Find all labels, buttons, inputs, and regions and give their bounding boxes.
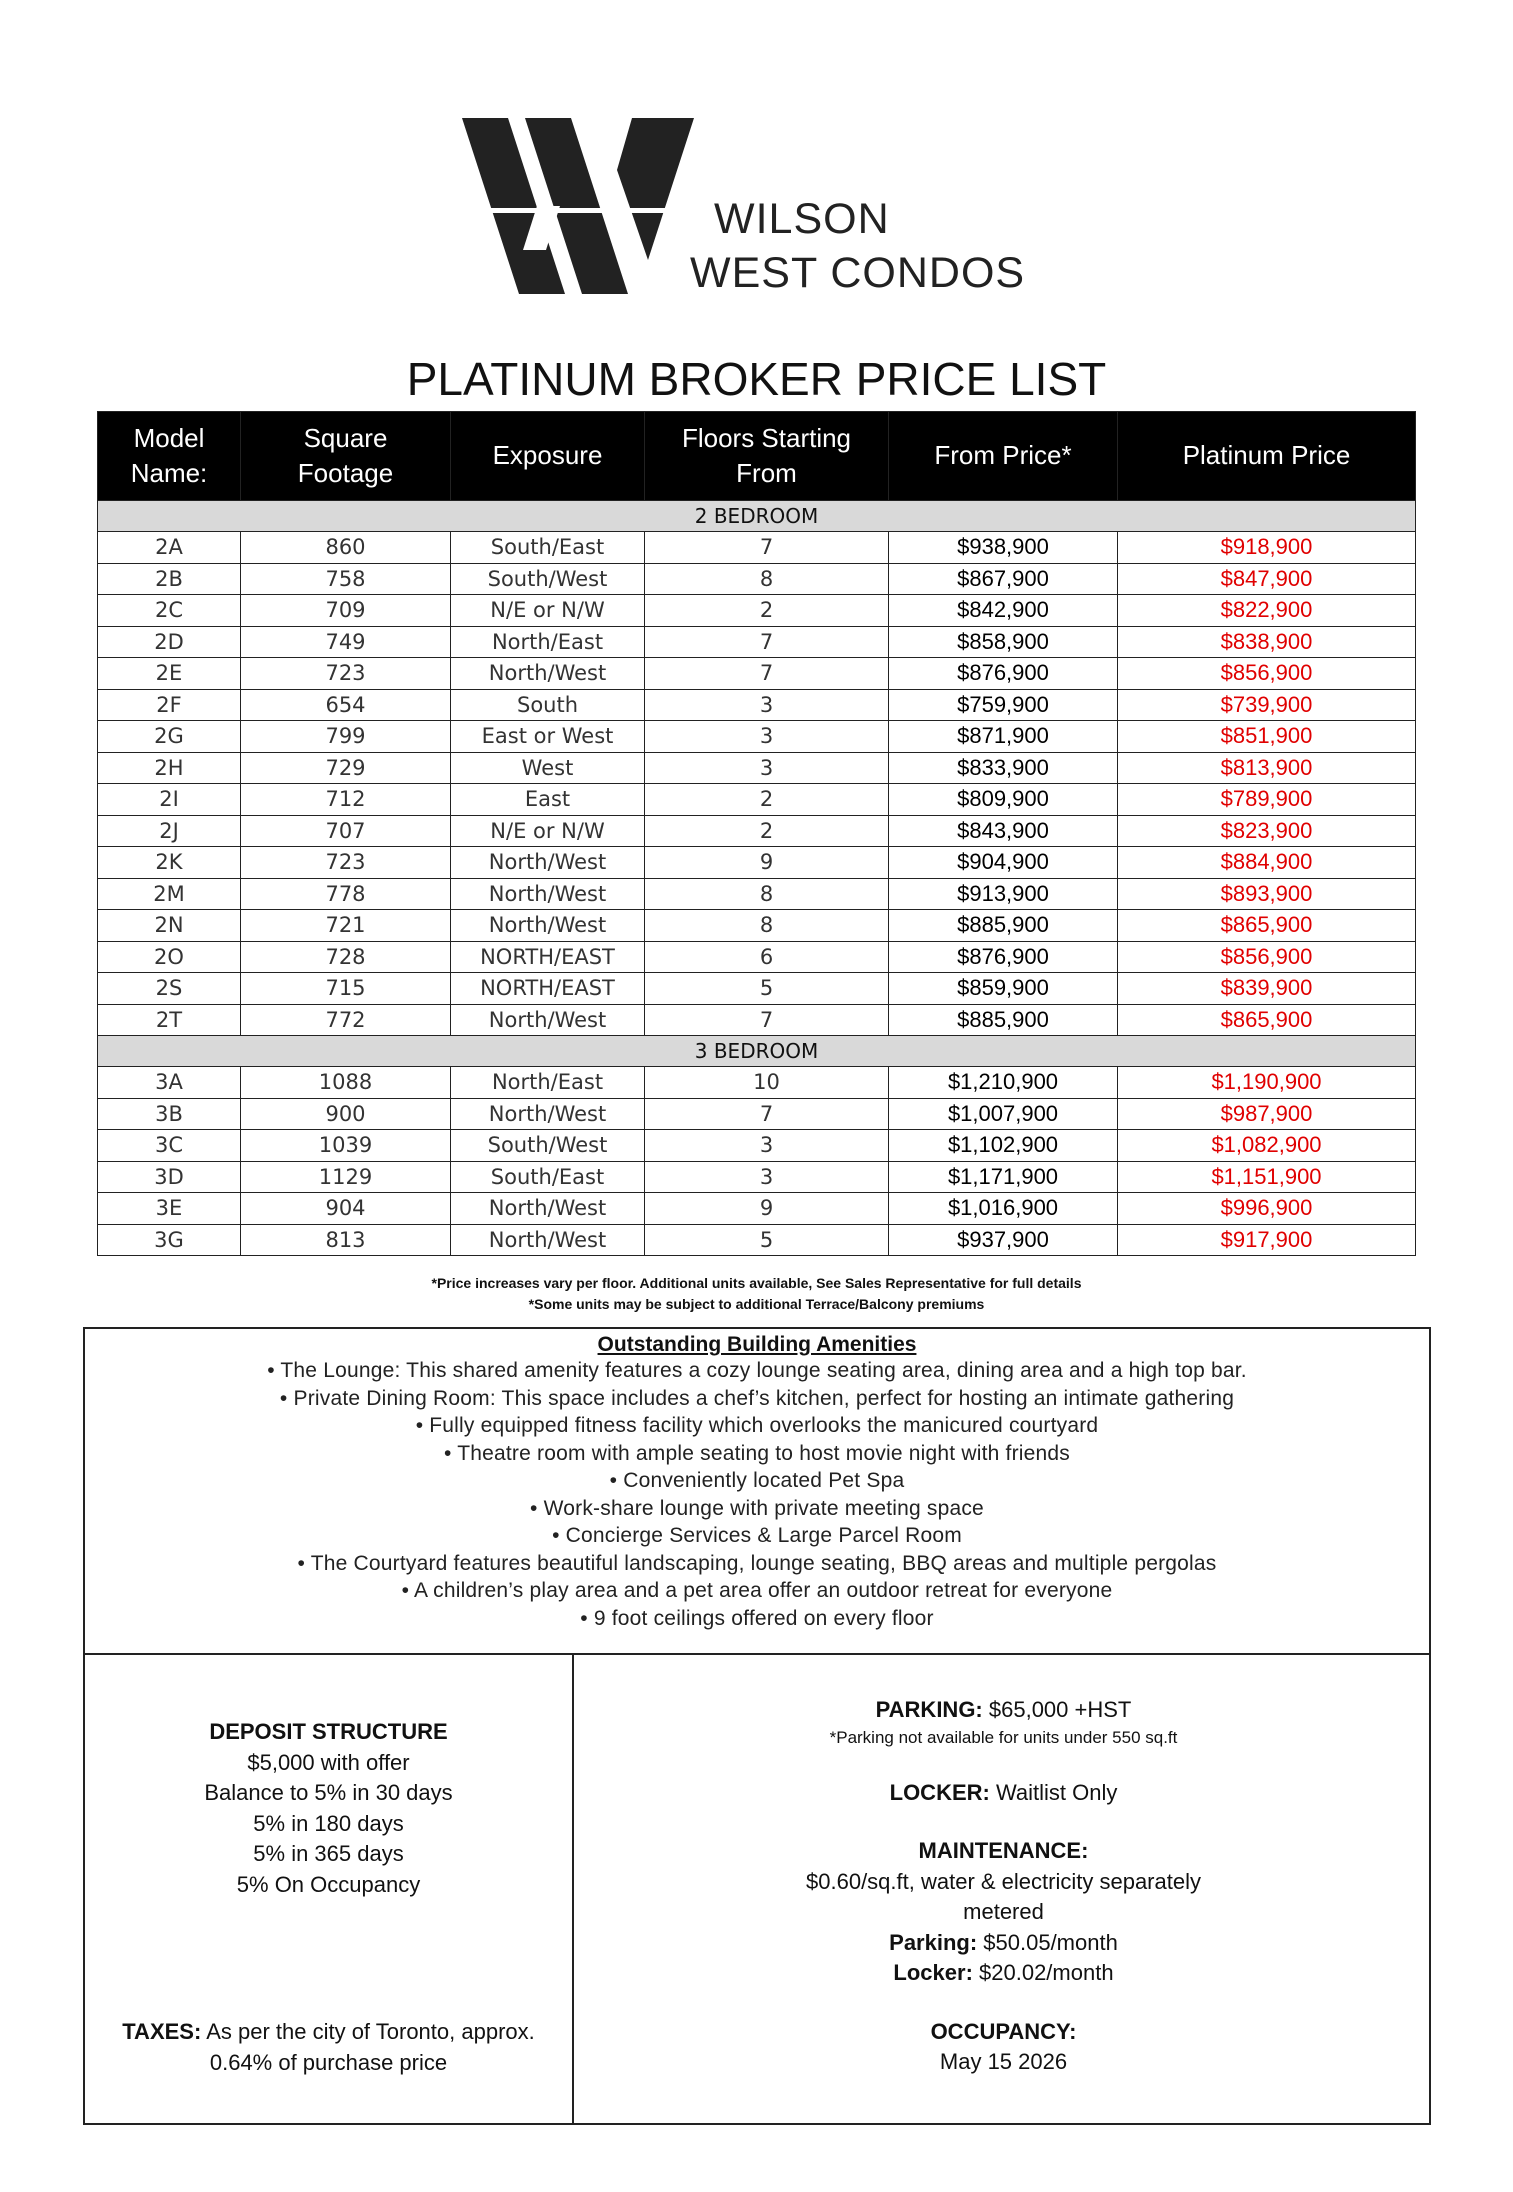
exposure-cell: N/E or N/W [451, 595, 645, 627]
right-column [574, 1655, 1433, 2123]
table-row [98, 563, 1416, 595]
amenity-item: • Theatre room with ample seating to host movie night with friends [444, 1441, 1070, 1465]
exposure-cell: North/West [451, 1193, 645, 1225]
deposit-line: 5% On Occupancy [236, 1871, 421, 1897]
platinum-price-cell: $856,900 [1118, 941, 1416, 973]
table-row [98, 1004, 1416, 1036]
exposure-cell: West [451, 752, 645, 784]
exposure-cell: North/West [451, 847, 645, 879]
section-row [98, 501, 1416, 532]
model-cell: 2S [98, 973, 241, 1005]
exposure-cell: North/East [451, 626, 645, 658]
floor-cell: 2 [645, 595, 889, 627]
exposure-cell: South/West [451, 563, 645, 595]
table-row [98, 1161, 1416, 1193]
floor-cell: 9 [645, 1193, 889, 1225]
from-price-cell: $1,007,900 [889, 1098, 1118, 1130]
sqft-cell: 813 [241, 1224, 451, 1256]
exposure-cell: North/West [451, 658, 645, 690]
logo [462, 110, 1062, 310]
model-cell: 3C [98, 1130, 241, 1162]
model-cell: 2H [98, 752, 241, 784]
taxes [85, 2017, 572, 2078]
platinum-price-cell: $996,900 [1118, 1193, 1416, 1225]
header-floors: Floors Starting From [645, 412, 889, 501]
platinum-price-cell: $851,900 [1118, 721, 1416, 753]
from-price-cell: $876,900 [889, 941, 1118, 973]
platinum-price-cell: $1,082,900 [1118, 1130, 1416, 1162]
floor-cell: 2 [645, 815, 889, 847]
table-row [98, 1067, 1416, 1099]
header-from-price: From Price* [889, 412, 1118, 501]
exposure-cell: South/East [451, 1161, 645, 1193]
from-price-cell: $1,210,900 [889, 1067, 1118, 1099]
exposure-cell: North/East [451, 1067, 645, 1099]
taxes-line1: As per the city of Toronto, approx. [201, 2019, 535, 2044]
table-row [98, 1193, 1416, 1225]
model-cell: 2I [98, 784, 241, 816]
from-price-cell: $1,102,900 [889, 1130, 1118, 1162]
floor-cell: 6 [645, 941, 889, 973]
deposit-title: DEPOSIT STRUCTURE [209, 1719, 448, 1744]
platinum-price-cell: $865,900 [1118, 910, 1416, 942]
from-price-cell: $759,900 [889, 689, 1118, 721]
sqft-cell: 707 [241, 815, 451, 847]
model-cell: 3A [98, 1067, 241, 1099]
floor-cell: 7 [645, 1098, 889, 1130]
model-cell: 2D [98, 626, 241, 658]
amenities-box [83, 1327, 1431, 1655]
floor-cell: 3 [645, 689, 889, 721]
from-price-cell: $843,900 [889, 815, 1118, 847]
floor-cell: 10 [645, 1067, 889, 1099]
exposure-cell: North/West [451, 1224, 645, 1256]
sqft-cell: 1088 [241, 1067, 451, 1099]
deposit-line: $5,000 with offer [247, 1749, 410, 1775]
locker [574, 1778, 1433, 1809]
sqft-cell: 728 [241, 941, 451, 973]
exposure-cell: North/West [451, 1098, 645, 1130]
table-row [98, 784, 1416, 816]
platinum-price-cell: $918,900 [1118, 532, 1416, 564]
sqft-cell: 900 [241, 1098, 451, 1130]
table-row [98, 941, 1416, 973]
sqft-cell: 712 [241, 784, 451, 816]
parking-note: *Parking not available for units under 550 sq.ft [829, 1727, 1178, 1747]
platinum-price-cell: $847,900 [1118, 563, 1416, 595]
occupancy-label: OCCUPANCY: [930, 2018, 1077, 2044]
model-cell: 2K [98, 847, 241, 879]
model-cell: 2A [98, 532, 241, 564]
page-title: PLATINUM BROKER PRICE LIST [406, 353, 1107, 405]
amenity-item: • Conveniently located Pet Spa [609, 1469, 905, 1492]
taxes-label: TAXES: [122, 2019, 202, 2044]
model-cell: 3E [98, 1193, 241, 1225]
exposure-cell: North/West [451, 910, 645, 942]
header-square-footage: Square Footage [241, 412, 451, 501]
platinum-price-cell: $838,900 [1118, 626, 1416, 658]
deposit-structure [85, 1717, 572, 1900]
model-cell: 2C [98, 595, 241, 627]
floor-cell: 8 [645, 910, 889, 942]
floor-cell: 8 [645, 563, 889, 595]
from-price-cell: $938,900 [889, 532, 1118, 564]
model-cell: 2E [98, 658, 241, 690]
model-cell: 2N [98, 910, 241, 942]
maintenance-label: MAINTENANCE: [918, 1838, 1089, 1863]
from-price-cell: $842,900 [889, 595, 1118, 627]
logo-line2: WEST CONDOS [690, 249, 1026, 297]
exposure-cell: East or West [451, 721, 645, 753]
table-row [98, 752, 1416, 784]
left-column [85, 1655, 572, 2123]
table-row [98, 1130, 1416, 1162]
header-model-name: Model Name: [98, 412, 241, 501]
platinum-price-cell: $1,151,900 [1118, 1161, 1416, 1193]
note-price-increase: *Price increases vary per floor. Additional units available, See Sales Representative for full details [431, 1275, 1082, 1291]
exposure-cell: South [451, 689, 645, 721]
floor-cell: 8 [645, 878, 889, 910]
exposure-cell: South/East [451, 532, 645, 564]
from-price-cell: $876,900 [889, 658, 1118, 690]
table-header-row [98, 412, 1416, 501]
from-price-cell: $885,900 [889, 1004, 1118, 1036]
sqft-cell: 723 [241, 847, 451, 879]
floor-cell: 2 [645, 784, 889, 816]
header-platinum-price: Platinum Price [1118, 412, 1416, 501]
section-label: 2 BEDROOM [98, 501, 1416, 532]
table-row [98, 1224, 1416, 1256]
platinum-price-cell: $1,190,900 [1118, 1067, 1416, 1099]
maintenance-parking-value: $50.05/month [977, 1929, 1118, 1955]
from-price-cell: $904,900 [889, 847, 1118, 879]
maintenance-line2: metered [963, 1899, 1044, 1924]
maintenance-parking-label: Parking: [889, 1929, 978, 1955]
floor-cell: 7 [645, 626, 889, 658]
note-terrace-premium: *Some units may be subject to additional Terrace/Balcony premiums [528, 1296, 985, 1312]
floor-cell: 3 [645, 752, 889, 784]
sqft-cell: 1039 [241, 1130, 451, 1162]
model-cell: 3D [98, 1161, 241, 1193]
deposit-line: 5% in 180 days [253, 1810, 404, 1836]
platinum-price-cell: $856,900 [1118, 658, 1416, 690]
platinum-price-cell: $884,900 [1118, 847, 1416, 879]
model-cell: 2O [98, 941, 241, 973]
model-cell: 2M [98, 878, 241, 910]
locker-label: LOCKER: [889, 1779, 990, 1805]
exposure-cell: North/West [451, 1004, 645, 1036]
amenity-item: • Private Dining Room: This space includes a chef’s kitchen, perfect for hosting an intimate gathering [279, 1386, 1235, 1410]
floor-cell: 3 [645, 721, 889, 753]
from-price-cell: $1,016,900 [889, 1193, 1118, 1225]
sqft-cell: 715 [241, 973, 451, 1005]
sqft-cell: 778 [241, 878, 451, 910]
table-row [98, 595, 1416, 627]
sqft-cell: 721 [241, 910, 451, 942]
amenity-item: • Fully equipped fitness facility which overlooks the manicured courtyard [415, 1414, 1099, 1437]
sqft-cell: 860 [241, 532, 451, 564]
from-price-cell: $867,900 [889, 563, 1118, 595]
table-row [98, 721, 1416, 753]
section-row [98, 1036, 1416, 1067]
platinum-price-cell: $813,900 [1118, 752, 1416, 784]
platinum-price-cell: $839,900 [1118, 973, 1416, 1005]
exposure-cell: N/E or N/W [451, 815, 645, 847]
sqft-cell: 729 [241, 752, 451, 784]
logo-line1: WILSON [714, 195, 890, 243]
deposit-line: Balance to 5% in 30 days [204, 1780, 453, 1805]
maintenance-line1: $0.60/sq.ft, water & electricity separately [806, 1868, 1201, 1894]
sqft-cell: 654 [241, 689, 451, 721]
floor-cell: 5 [645, 1224, 889, 1256]
sqft-cell: 749 [241, 626, 451, 658]
model-cell: 2G [98, 721, 241, 753]
table-row [98, 815, 1416, 847]
section-label: 3 BEDROOM [98, 1036, 1416, 1067]
amenity-item: • 9 foot ceilings offered on every floor [580, 1606, 934, 1630]
table-row [98, 626, 1416, 658]
platinum-price-cell: $789,900 [1118, 784, 1416, 816]
from-price-cell: $885,900 [889, 910, 1118, 942]
platinum-price-cell: $917,900 [1118, 1224, 1416, 1256]
amenities-title: Outstanding Building Amenities [597, 1333, 917, 1356]
from-price-cell: $858,900 [889, 626, 1118, 658]
platinum-price-cell: $739,900 [1118, 689, 1416, 721]
sqft-cell: 709 [241, 595, 451, 627]
table-row [98, 532, 1416, 564]
amenity-item: • A children’s play area and a pet area offer an outdoor retreat for everyone [401, 1579, 1113, 1602]
platinum-price-cell: $893,900 [1118, 878, 1416, 910]
model-cell: 2T [98, 1004, 241, 1036]
taxes-line2: 0.64% of purchase price [209, 2049, 448, 2075]
sqft-cell: 1129 [241, 1161, 451, 1193]
amenities-list [85, 1357, 1429, 1632]
deposit-line: 5% in 365 days [253, 1841, 404, 1866]
amenity-item: • Concierge Services & Large Parcel Room [552, 1524, 962, 1547]
from-price-cell: $833,900 [889, 752, 1118, 784]
price-table [97, 411, 1416, 1256]
exposure-cell: North/West [451, 878, 645, 910]
table-row [98, 658, 1416, 690]
model-cell: 3B [98, 1098, 241, 1130]
floor-cell: 3 [645, 1130, 889, 1162]
from-price-cell: $913,900 [889, 878, 1118, 910]
floor-cell: 3 [645, 1161, 889, 1193]
exposure-cell: East [451, 784, 645, 816]
from-price-cell: $871,900 [889, 721, 1118, 753]
floor-cell: 7 [645, 532, 889, 564]
amenity-item: • The Courtyard features beautiful landscaping, lounge seating, BBQ areas and multiple pergolas [297, 1551, 1217, 1575]
platinum-price-cell: $822,900 [1118, 595, 1416, 627]
sqft-cell: 723 [241, 658, 451, 690]
parking [574, 1695, 1433, 1726]
exposure-cell: South/West [451, 1130, 645, 1162]
table-row [98, 878, 1416, 910]
header-exposure: Exposure [451, 412, 645, 501]
from-price-cell: $809,900 [889, 784, 1118, 816]
maintenance-locker-label: Locker: [893, 1960, 973, 1985]
locker-value: Waitlist Only [989, 1779, 1118, 1805]
floor-cell: 9 [645, 847, 889, 879]
table-row [98, 973, 1416, 1005]
table-row [98, 689, 1416, 721]
model-cell: 3G [98, 1224, 241, 1256]
w-logo-icon [462, 110, 702, 300]
platinum-price-cell: $987,900 [1118, 1098, 1416, 1130]
sqft-cell: 772 [241, 1004, 451, 1036]
floor-cell: 5 [645, 973, 889, 1005]
details-box [83, 1653, 1431, 2125]
amenity-item: • The Lounge: This shared amenity features a cozy lounge seating area, dining area and a high top bar. [267, 1359, 1247, 1382]
from-price-cell: $937,900 [889, 1224, 1118, 1256]
model-cell: 2F [98, 689, 241, 721]
from-price-cell: $859,900 [889, 973, 1118, 1005]
price-notes [0, 1273, 1513, 1315]
table-row [98, 847, 1416, 879]
sqft-cell: 758 [241, 563, 451, 595]
sqft-cell: 904 [241, 1193, 451, 1225]
platinum-price-cell: $823,900 [1118, 815, 1416, 847]
exposure-cell: NORTH/EAST [451, 973, 645, 1005]
exposure-cell: NORTH/EAST [451, 941, 645, 973]
from-price-cell: $1,171,900 [889, 1161, 1118, 1193]
occupancy-value: May 15 2026 [939, 2049, 1068, 2074]
maintenance-locker-value: $20.02/month [972, 1960, 1114, 1985]
table-row [98, 1098, 1416, 1130]
floor-cell: 7 [645, 1004, 889, 1036]
platinum-price-cell: $865,900 [1118, 1004, 1416, 1036]
sqft-cell: 799 [241, 721, 451, 753]
model-cell: 2B [98, 563, 241, 595]
table-row [98, 910, 1416, 942]
floor-cell: 7 [645, 658, 889, 690]
parking-label: PARKING: [875, 1697, 983, 1722]
parking-value: $65,000 +HST [982, 1697, 1132, 1722]
model-cell: 2J [98, 815, 241, 847]
amenity-item: • Work-share lounge with private meeting space [530, 1496, 984, 1520]
